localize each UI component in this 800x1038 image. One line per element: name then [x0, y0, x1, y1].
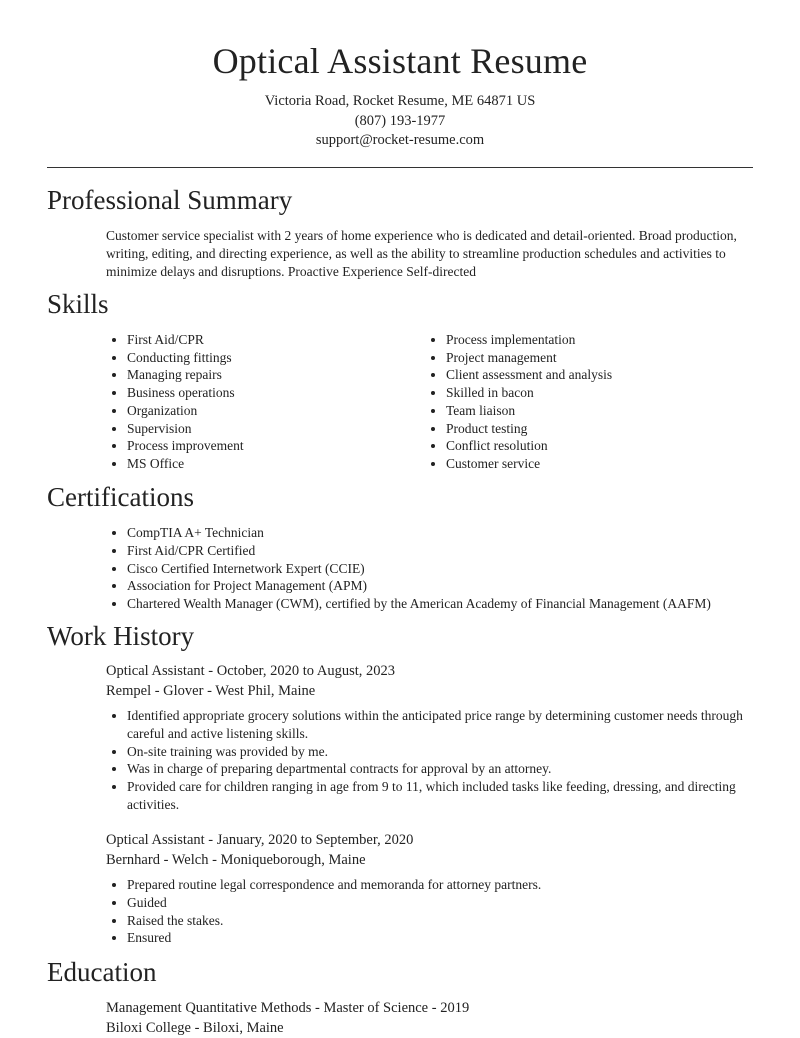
resume-title: Optical Assistant Resume	[0, 40, 800, 82]
skill-item: • Project management	[446, 349, 612, 367]
job-entry	[106, 831, 756, 947]
skill-item: • Conducting fittings	[127, 349, 244, 367]
skills-column-right	[425, 331, 612, 473]
job-bullet: • Guided	[127, 894, 756, 912]
job-entry	[106, 662, 756, 814]
job-bullet: • Ensured	[127, 929, 756, 947]
skill-item: • Process improvement	[127, 437, 244, 455]
job-bullet: • Raised the stakes.	[127, 912, 756, 930]
summary-heading: Professional Summary	[47, 185, 292, 216]
skill-item: • MS Office	[127, 455, 244, 473]
skill-item: • Business operations	[127, 384, 244, 402]
resume-header	[0, 0, 800, 151]
skill-item: • Supervision	[127, 420, 244, 438]
education-heading: Education	[47, 957, 156, 988]
skill-item: • Conflict resolution	[446, 437, 612, 455]
certification-item: • Chartered Wealth Manager (CWM), certified by the American Academy of Financial Management (AAFM)	[127, 595, 711, 613]
certifications-list	[106, 524, 711, 613]
skill-item: • Process implementation	[446, 331, 612, 349]
contact-address: Victoria Road, Rocket Resume, ME 64871 US	[0, 92, 800, 112]
education-degree-line: Management Quantitative Methods - Master of Science - 2019	[106, 999, 756, 1019]
skill-item: • Team liaison	[446, 402, 612, 420]
job-bullet: • On-site training was provided by me.	[127, 743, 756, 761]
job-bullet: • Provided care for children ranging in age from 9 to 11, which included tasks like feeding, dressing, and directing activities.	[127, 778, 756, 814]
certification-item: • Cisco Certified Internetwork Expert (CCIE)	[127, 560, 711, 578]
job-bullets	[106, 876, 756, 947]
skills-heading: Skills	[47, 289, 109, 320]
skill-item: • First Aid/CPR	[127, 331, 244, 349]
job-bullet: • Prepared routine legal correspondence and memoranda for attorney partners.	[127, 876, 756, 894]
contact-phone: (807) 193-1977	[0, 112, 800, 132]
skill-item: • Managing repairs	[127, 366, 244, 384]
skill-item: • Product testing	[446, 420, 612, 438]
skill-item: • Skilled in bacon	[446, 384, 612, 402]
job-company-line: Bernhard - Welch - Moniqueborough, Maine	[106, 851, 756, 871]
skills-column-left	[106, 331, 244, 473]
job-bullet: • Identified appropriate grocery solutions within the anticipated price range by determining customer needs through careful and active listening skills.	[127, 707, 756, 743]
job-title-line: Optical Assistant - October, 2020 to August, 2023	[106, 662, 756, 682]
job-title-line: Optical Assistant - January, 2020 to September, 2020	[106, 831, 756, 851]
job-bullet: • Was in charge of preparing departmental contracts for approval by an attorney.	[127, 760, 756, 778]
certification-item: • First Aid/CPR Certified	[127, 542, 711, 560]
summary-text: Customer service specialist with 2 years of home experience who is dedicated and detail-oriented. Broad production, writing, editing, and directing experience, as well as the ability to streamline production schedules and activities to minimize delays and disruptions. Proactive Experience Self-directed	[106, 227, 756, 281]
certification-item: • Association for Project Management (APM)	[127, 577, 711, 595]
skill-item: • Client assessment and analysis	[446, 366, 612, 384]
education-entry	[106, 999, 756, 1038]
certification-item: • CompTIA A+ Technician	[127, 524, 711, 542]
job-company-line: Rempel - Glover - West Phil, Maine	[106, 682, 756, 702]
header-divider	[47, 167, 753, 168]
contact-email: support@rocket-resume.com	[0, 131, 800, 151]
work-history-heading: Work History	[47, 621, 194, 652]
skill-item: • Customer service	[446, 455, 612, 473]
skill-item: • Organization	[127, 402, 244, 420]
job-bullets	[106, 707, 756, 814]
education-school-line: Biloxi College - Biloxi, Maine	[106, 1019, 756, 1038]
certifications-heading: Certifications	[47, 482, 194, 513]
contact-block	[0, 92, 800, 151]
